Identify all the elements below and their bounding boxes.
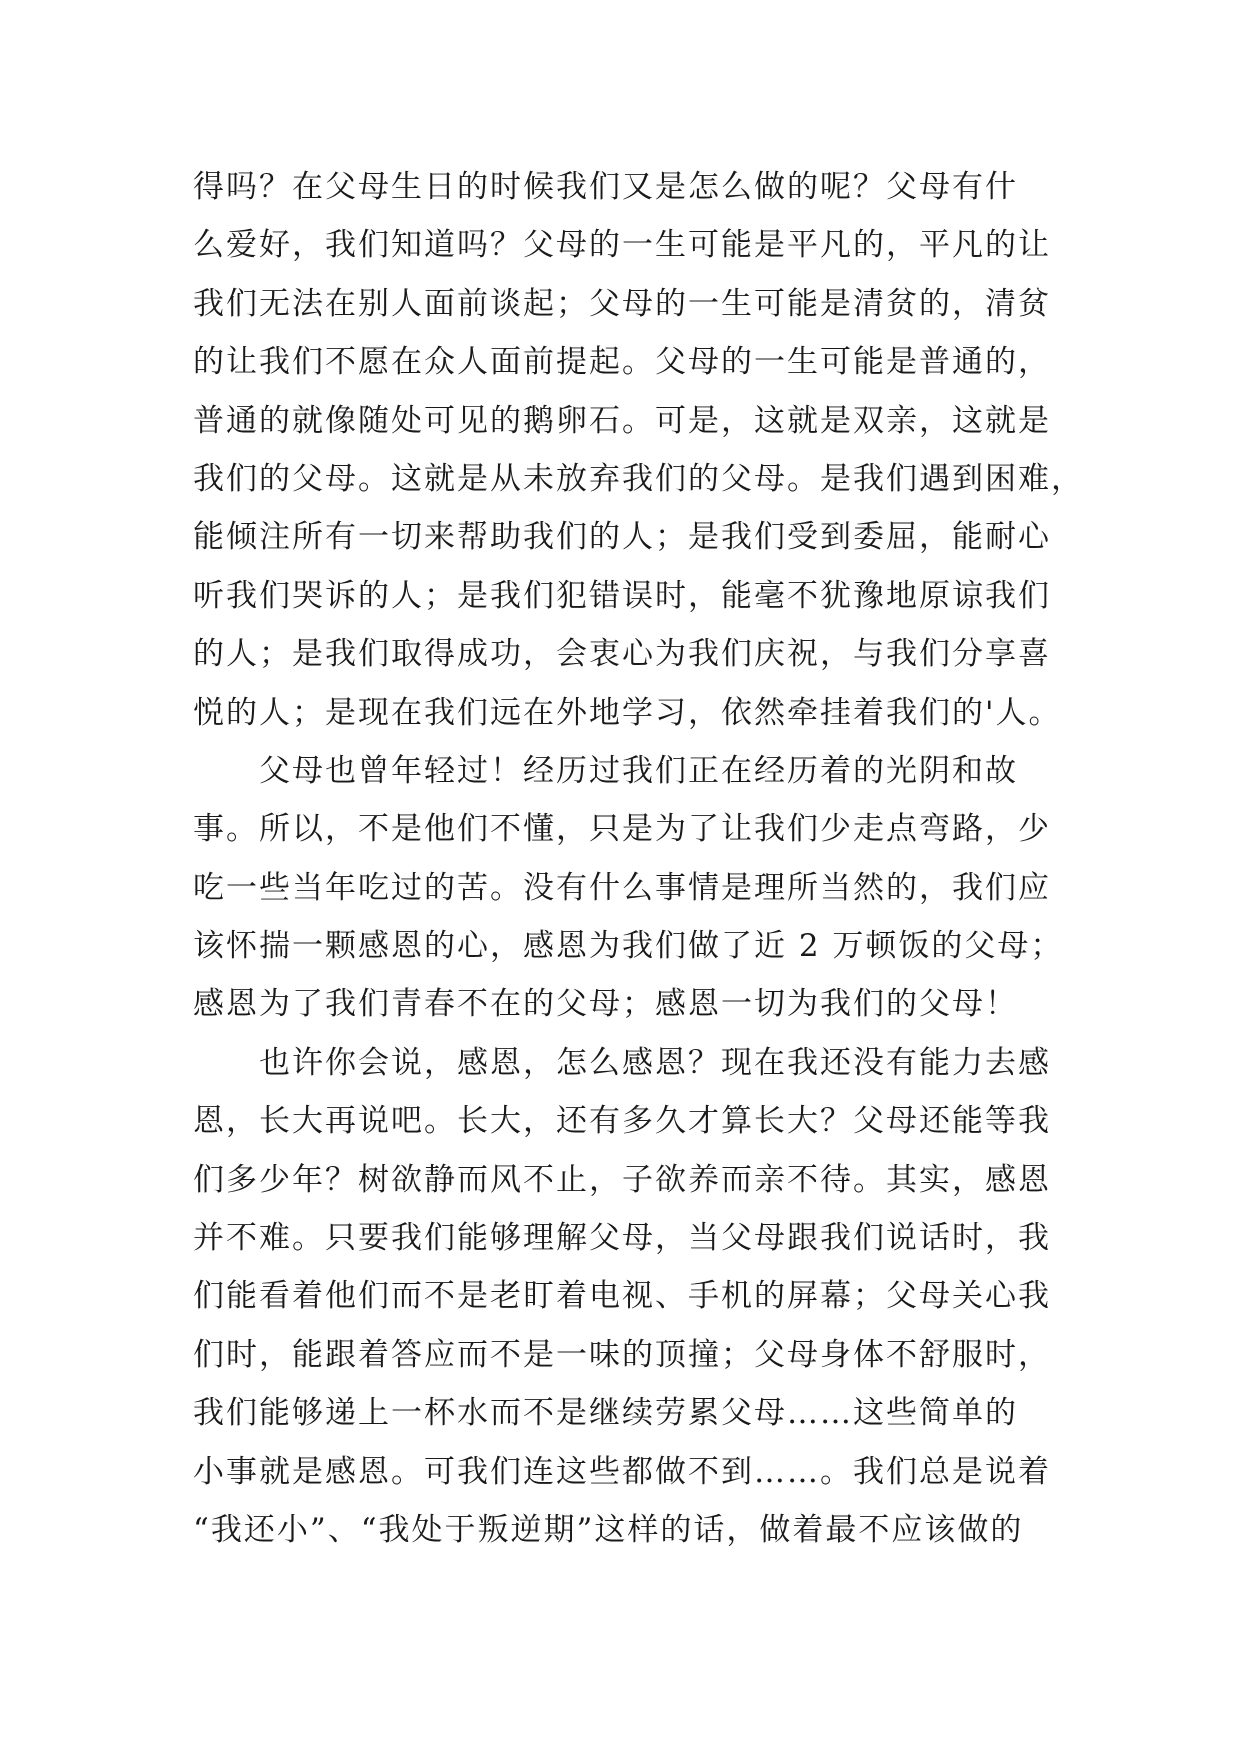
text-line: 能倾注所有一切来帮助我们的人；是我们受到委屈，能耐心 [193,519,1051,556]
text-line: 的让我们不愿在众人面前提起。父母的一生可能是普通的， [193,344,1051,381]
text-line: 吃一些当年吃过的苦。没有什么事情是理所当然的，我们应 [193,869,1051,906]
paragraph-start-line: 父母也曾年轻过！经历过我们正在经历着的光阴和故 [259,752,1018,789]
text-line: 得吗？在父母生日的时候我们又是怎么做的呢？父母有什 [193,169,1018,205]
text-line: 并不难。只要我们能够理解父母，当父母跟我们说话时，我 [193,1220,1051,1257]
text-line: 们多少年？树欲静而风不止，子欲养而亲不待。其实，感恩 [193,1161,1051,1198]
text-line: 么爱好，我们知道吗？父母的一生可能是平凡的，平凡的让 [193,227,1051,264]
text-line: 事。所以，不是他们不懂，只是为了让我们少走点弯路，少 [193,811,1051,848]
text-line: 我们能够递上一杯水而不是继续劳累父母……这些简单的 [193,1395,1018,1432]
text-line: 小事就是感恩。可我们连这些都做不到……。我们总是说着 [193,1453,1051,1490]
text-line: 我们的父母。这就是从未放弃我们的父母。是我们遇到困难， [193,460,1084,497]
text-line: 感恩为了我们青春不在的父母；感恩一切为我们的父母！ [193,986,1018,1023]
text-line: 听我们哭诉的人；是我们犯错误时，能毫不犹豫地原谅我们 [193,577,1051,614]
text-line: 的人；是我们取得成功，会衷心为我们庆祝，与我们分享喜 [193,636,1051,673]
text-line: 恩，长大再说吧。长大，还有多久才算长大？父母还能等我 [193,1103,1051,1140]
text-line: 我们无法在别人面前谈起；父母的一生可能是清贫的，清贫 [193,285,1051,322]
text-line: 悦的人；是现在我们远在外地学习，依然牵挂着我们的'人。 [193,694,1062,731]
body-text [193,158,1084,1559]
paragraph-start-line: 也许你会说，感恩，怎么感恩？现在我还没有能力去感 [259,1044,1051,1081]
text-line: 该怀揣一颗感恩的心，感恩为我们做了近 2 万顿饭的父母； [193,928,1064,965]
text-line: “我还小”、“我处于叛逆期”这样的话，做着最不应该做的 [193,1511,1024,1548]
text-line: 们能看着他们而不是老盯着电视、手机的屏幕；父母关心我 [193,1278,1051,1315]
text-line: 们时，能跟着答应而不是一味的顶撞；父母身体不舒服时， [193,1336,1051,1373]
text-line: 普通的就像随处可见的鹅卵石。可是，这就是双亲，这就是 [193,402,1051,439]
